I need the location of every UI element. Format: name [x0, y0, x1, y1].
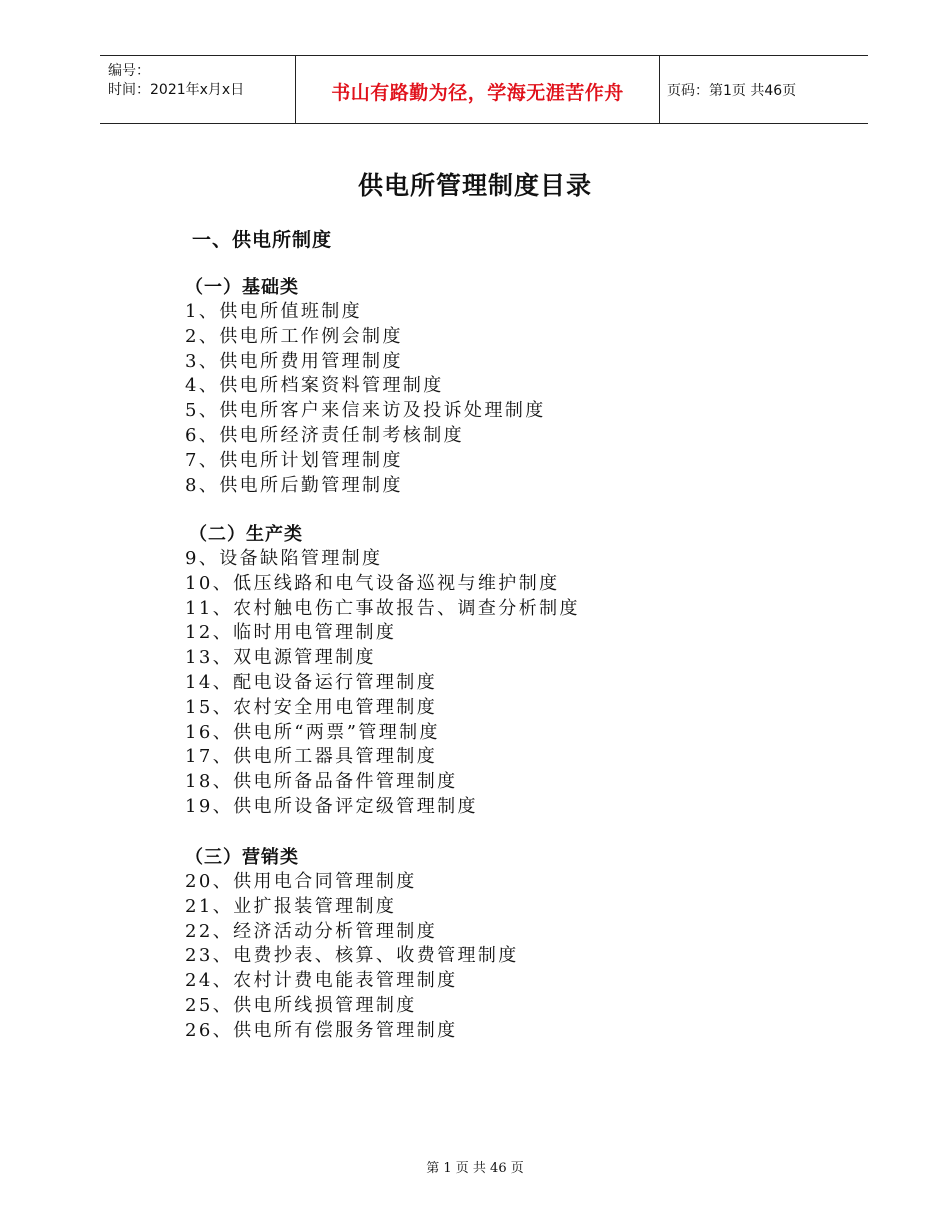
document-title: 供电所管理制度目录 — [357, 171, 592, 200]
section-heading: 一、供电所制度 — [192, 229, 333, 251]
list-item: 22、经济活动分析管理制度 — [185, 920, 438, 942]
list-item: 18、供电所备品备件管理制度 — [185, 771, 458, 793]
list-item: 1、供电所值班制度 — [185, 301, 363, 322]
list-item: 15、农村安全用电管理制度 — [185, 696, 438, 718]
list-item: 3、供电所费用管理制度 — [185, 350, 403, 372]
group-basic — [185, 275, 546, 498]
list-item: 9、设备缺陷管理制度 — [185, 548, 383, 569]
group-heading: （三）营销类 — [185, 847, 299, 868]
list-item: 6、供电所经济责任制考核制度 — [185, 424, 465, 446]
list-item: 16、供电所“两票”管理制度 — [185, 721, 440, 743]
list-item: 11、农村触电伤亡事故报告、调查分析制度 — [185, 597, 580, 619]
list-item: 2、供电所工作例会制度 — [185, 325, 403, 347]
list-item: 19、供电所设备评定级管理制度 — [185, 795, 478, 817]
document-time-label: 时间：2021年x月x日 — [108, 82, 245, 98]
group-marketing — [185, 845, 519, 1044]
item-list — [185, 547, 580, 820]
item-list — [185, 300, 546, 498]
list-item: 21、业扩报装管理制度 — [185, 895, 397, 917]
group-heading: （一）基础类 — [185, 277, 299, 298]
list-item: 14、配电设备运行管理制度 — [185, 671, 438, 693]
list-item: 12、临时用电管理制度 — [185, 622, 397, 644]
page-footer: 第 1 页 共 46 页 — [426, 1161, 524, 1176]
list-item: 5、供电所客户来信来访及投诉处理制度 — [185, 400, 546, 422]
list-item: 13、双电源管理制度 — [185, 647, 376, 669]
list-item: 7、供电所计划管理制度 — [185, 449, 403, 471]
list-item: 20、供用电合同管理制度 — [185, 871, 417, 892]
group-heading: （二）生产类 — [189, 524, 303, 545]
list-item: 24、农村计费电能表管理制度 — [185, 970, 458, 992]
list-item: 23、电费抄表、核算、收费管理制度 — [185, 945, 519, 967]
list-item: 8、供电所后勤管理制度 — [185, 474, 403, 496]
header-info-cell — [100, 56, 295, 123]
group-production — [185, 522, 580, 820]
list-item: 25、供电所线损管理制度 — [185, 994, 417, 1016]
list-item: 4、供电所档案资料管理制度 — [185, 375, 444, 397]
motto-text: 书山有路勤为径，学海无涯苦作舟 — [331, 82, 624, 104]
document-number-label: 编号： — [108, 63, 150, 79]
list-item: 17、供电所工器具管理制度 — [185, 746, 438, 768]
header-page-number: 页码：第1页 共46页 — [667, 83, 797, 99]
item-list — [185, 870, 519, 1044]
list-item: 10、低压线路和电气设备巡视与维护制度 — [185, 572, 560, 594]
list-item: 26、供电所有偿服务管理制度 — [185, 1019, 458, 1041]
header-table — [100, 55, 868, 124]
header-motto-cell — [295, 56, 660, 123]
header-page-cell — [659, 56, 868, 123]
